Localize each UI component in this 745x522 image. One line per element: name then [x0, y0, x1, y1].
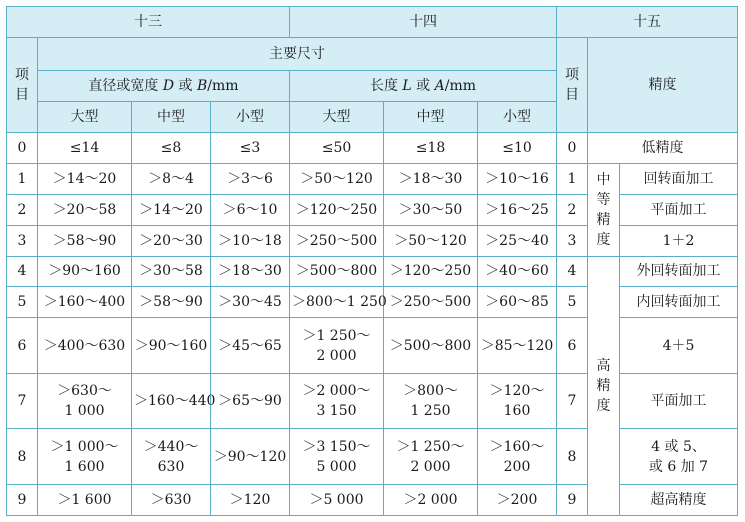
header-l-small: 小型 — [478, 102, 557, 133]
header-group-15: 十五 — [557, 7, 738, 38]
cell-d-small: ＞90～120 — [211, 429, 290, 485]
cell-d-medium: ＞14～20 — [132, 194, 211, 225]
cell-l-large: ＞250～500 — [290, 225, 384, 256]
cell-item2: 7 — [557, 373, 588, 429]
cell-d-large: ＞630～ 1 000 — [38, 373, 132, 429]
cell-d-small: ＞65～90 — [211, 373, 290, 429]
cell-l-large: ＞3 150～ 5 000 — [290, 429, 384, 485]
cell-item2: 1 — [557, 163, 588, 194]
cell-l-small: ＞16～25 — [478, 194, 557, 225]
cell-l-small: ≤10 — [478, 133, 557, 164]
header-group-13: 十三 — [7, 7, 290, 38]
header-d-small: 小型 — [211, 102, 290, 133]
cell-d-small: ＞10～18 — [211, 225, 290, 256]
cell-precision: 4 或 5、 或 6 加 7 — [620, 429, 738, 485]
cell-item2: 0 — [557, 133, 588, 164]
table-row — [7, 485, 738, 516]
header-diameter: 直径或宽度 D 或 B/mm — [38, 71, 290, 102]
table-row — [7, 256, 738, 287]
cell-l-small: ＞120～ 160 — [478, 373, 557, 429]
cell-d-medium: ≤8 — [132, 133, 211, 164]
cell-item: 8 — [7, 429, 38, 485]
cell-d-large: ＞160～400 — [38, 287, 132, 318]
cell-d-medium: ＞90～160 — [132, 318, 211, 374]
cell-d-large: ＞90～160 — [38, 256, 132, 287]
header-item: 项目 — [7, 38, 38, 133]
cell-item2: 9 — [557, 485, 588, 516]
cell-item: 3 — [7, 225, 38, 256]
cell-d-large: ≤14 — [38, 133, 132, 164]
cell-l-large: ＞50～120 — [290, 163, 384, 194]
cell-l-small: ＞10～16 — [478, 163, 557, 194]
cell-precision: 1＋2 — [620, 225, 738, 256]
cell-d-medium: ＞630 — [132, 485, 211, 516]
table-row — [7, 225, 738, 256]
header-main-size: 主要尺寸 — [38, 38, 557, 71]
group-high-precision: 高精度 — [588, 256, 620, 516]
header-l-large: 大型 — [290, 102, 384, 133]
cell-d-large: ＞58～90 — [38, 225, 132, 256]
cell-precision: 平面加工 — [620, 194, 738, 225]
cell-precision: 超高精度 — [620, 485, 738, 516]
cell-l-medium: ＞800～ 1 250 — [384, 373, 478, 429]
table-row — [7, 373, 738, 429]
cell-item: 9 — [7, 485, 38, 516]
cell-l-small: ＞25～40 — [478, 225, 557, 256]
cell-d-small: ＞120 — [211, 485, 290, 516]
cell-d-medium: ＞58～90 — [132, 287, 211, 318]
table-row — [7, 318, 738, 374]
cell-precision: 外回转面加工 — [620, 256, 738, 287]
table-row — [7, 194, 738, 225]
cell-d-medium: ＞30～58 — [132, 256, 211, 287]
cell-item: 7 — [7, 373, 38, 429]
cell-precision: 平面加工 — [620, 373, 738, 429]
cell-l-large: ＞500～800 — [290, 256, 384, 287]
cell-l-medium: ＞30～50 — [384, 194, 478, 225]
cell-d-small: ＞3～6 — [211, 163, 290, 194]
cell-l-small: ＞85～120 — [478, 318, 557, 374]
cell-l-small: ＞40～60 — [478, 256, 557, 287]
cell-d-medium: ＞160～440 — [132, 373, 211, 429]
cell-item: 6 — [7, 318, 38, 374]
table-row — [7, 429, 738, 485]
header-l-medium: 中型 — [384, 102, 478, 133]
cell-l-medium: ＞1 250～ 2 000 — [384, 429, 478, 485]
header-item-2: 项目 — [557, 38, 588, 133]
group-medium-precision: 中等精度 — [588, 163, 620, 256]
cell-d-medium: ＞8～4 — [132, 163, 211, 194]
header-length: 长度 L 或 A/mm — [290, 71, 557, 102]
cell-l-medium: ＞18～30 — [384, 163, 478, 194]
cell-d-small: ＞6～10 — [211, 194, 290, 225]
cell-l-large: ＞2 000～ 3 150 — [290, 373, 384, 429]
cell-item2: 2 — [557, 194, 588, 225]
cell-d-large: ＞1 000～ 1 600 — [38, 429, 132, 485]
cell-item: 5 — [7, 287, 38, 318]
cell-item2: 6 — [557, 318, 588, 374]
cell-l-medium: ＞250～500 — [384, 287, 478, 318]
cell-l-large: ≤50 — [290, 133, 384, 164]
cell-item2: 4 — [557, 256, 588, 287]
cell-d-large: ＞20～58 — [38, 194, 132, 225]
cell-l-large: ＞5 000 — [290, 485, 384, 516]
cell-l-large: ＞1 250～ 2 000 — [290, 318, 384, 374]
cell-item2: 5 — [557, 287, 588, 318]
table-row — [7, 163, 738, 194]
cell-item2: 8 — [557, 429, 588, 485]
cell-l-medium: ＞2 000 — [384, 485, 478, 516]
cell-d-large: ＞1 600 — [38, 485, 132, 516]
cell-precision: 4＋5 — [620, 318, 738, 374]
cell-l-large: ＞800～1 250 — [290, 287, 384, 318]
table-row — [7, 133, 738, 164]
cell-d-large: ＞14～20 — [38, 163, 132, 194]
cell-item2: 3 — [557, 225, 588, 256]
cell-item: 0 — [7, 133, 38, 164]
cell-d-small: ＞18～30 — [211, 256, 290, 287]
cell-l-medium: ≤18 — [384, 133, 478, 164]
cell-l-medium: ＞500～800 — [384, 318, 478, 374]
table-row — [7, 287, 738, 318]
cell-d-medium: ＞20～30 — [132, 225, 211, 256]
header-d-large: 大型 — [38, 102, 132, 133]
cell-d-small: ＞45～65 — [211, 318, 290, 374]
cell-d-large: ＞400～630 — [38, 318, 132, 374]
cell-l-small: ＞160～ 200 — [478, 429, 557, 485]
header-group-14: 十四 — [290, 7, 557, 38]
cell-precision: 内回转面加工 — [620, 287, 738, 318]
cell-l-medium: ＞50～120 — [384, 225, 478, 256]
cell-l-large: ＞120～250 — [290, 194, 384, 225]
cell-precision: 低精度 — [588, 133, 738, 164]
cell-item: 1 — [7, 163, 38, 194]
table-body — [7, 133, 738, 516]
cell-l-small: ＞60～85 — [478, 287, 557, 318]
cell-d-small: ＞30～45 — [211, 287, 290, 318]
header-d-medium: 中型 — [132, 102, 211, 133]
cell-item: 2 — [7, 194, 38, 225]
header-precision: 精度 — [588, 38, 738, 133]
cell-l-small: ＞200 — [478, 485, 557, 516]
cell-precision: 回转面加工 — [620, 163, 738, 194]
cell-d-small: ≤3 — [211, 133, 290, 164]
cell-l-medium: ＞120～250 — [384, 256, 478, 287]
cell-d-medium: ＞440～ 630 — [132, 429, 211, 485]
cell-item: 4 — [7, 256, 38, 287]
classification-table — [6, 6, 738, 516]
